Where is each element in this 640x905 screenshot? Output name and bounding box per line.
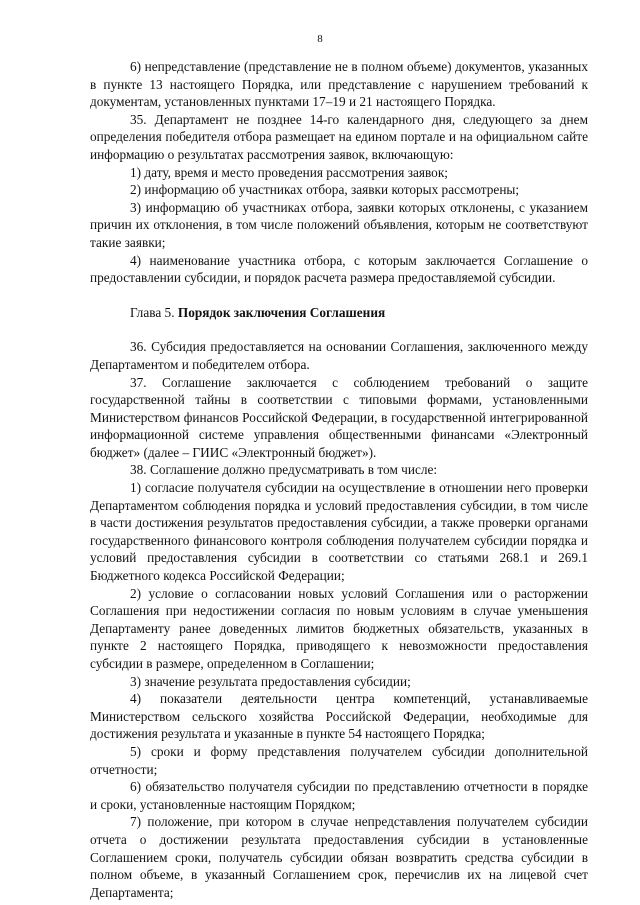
paragraph-38-item-4: 4) показатели деятельности центра компетенций, устанавливаемые Министерством сельского хозяйства Российской Федерации, необходимые для достижения результата и указанные в пункте 54 настоящего Порядка; bbox=[90, 691, 588, 742]
chapter-prefix: Глава 5. bbox=[130, 304, 178, 320]
paragraph-38: 38. Соглашение должно предусматривать в том числе: bbox=[130, 462, 438, 478]
paragraph-item-6: 6) непредставление (представление не в полном объеме) документов, указанных в пункте 13 настоящего Порядка, или представление с нарушением требований к документам, установленных пунктами 17–19 и 21 настоящего Порядка. bbox=[90, 59, 588, 110]
paragraph-38-item-1: 1) согласие получателя субсидии на осуществление в отношении него проверки Департаментом соблюдения порядка и условий предоставления субсидии, в том числе в части достижения результатов предоставления субсидии, а также проверки органами государственного финансового контроля соблюдения получателем субсидии порядка и условий предоставления субсидии в соответствии со статьями 268.1 и 269.1 Бюджетного кодекса Российской Федерации; bbox=[90, 480, 588, 584]
paragraph-36: 36. Субсидия предоставляется на основании Соглашения, заключенного между Департаментом и победителем отбора. bbox=[90, 339, 588, 372]
paragraph-38-item-3: 3) значение результата предоставления субсидии; bbox=[130, 673, 411, 689]
paragraph-37: 37. Соглашение заключается с соблюдением требований о защите государственной тайны в соответствии с типовыми формами, установленными Министерством финансов Российской Федерации, в государственной интегрированной информационной системе управления общественными финансами «Электронный бюджет» (далее – ГИИС «Электронный бюджет»). bbox=[90, 374, 588, 460]
paragraph-38-item-6: 6) обязательство получателя субсидии по представлению отчетности в порядке и сроки, установленные настоящим Порядком; bbox=[90, 779, 588, 812]
paragraph-35-item-2: 2) информацию об участниках отбора, заявки которых рассмотрены; bbox=[130, 182, 520, 198]
chapter-heading bbox=[90, 304, 588, 322]
paragraph-35-item-1: 1) дату, время и место проведения рассмотрения заявок; bbox=[130, 164, 448, 180]
paragraph-35-item-3: 3) информацию об участниках отбора, заявки которых отклонены, с указанием причин их отклонения, в том числе положений объявления, которым не соответствуют такие заявки; bbox=[90, 199, 588, 250]
paragraph-35-item-4: 4) наименование участника отбора, с которым заключается Соглашение о предоставлении субсидии, и порядок расчета размера предоставляемой субсидии. bbox=[90, 252, 588, 286]
page-content bbox=[90, 58, 588, 901]
paragraph-38-item-7: 7) положение, при котором в случае непредставления получателем субсидии отчета о достижении результата предоставления субсидии в установленные Соглашением сроки, получатель субсидии обязан возвратить средства субсидии в полном объеме, в указанный Соглашением срок, перечислив их на лицевой счет Департамента; bbox=[90, 814, 588, 900]
page-number: 8 bbox=[317, 33, 323, 45]
paragraph-35: 35. Департамент не позднее 14-го календарного дня, следующего за днем определения победителя отбора размещает на едином портале и на официальном сайте информацию о результатах рассмотрения заявок, включающую: bbox=[90, 111, 588, 162]
paragraph-38-item-2: 2) условие о согласовании новых условий Соглашения или о расторжении Соглашения при недостижении согласия по новым условиям в случае уменьшения Департаменту ранее доведенных лимитов бюджетных обязательств, указанных в пункте 2 настоящего Порядка, приводящего к невозможности предоставления субсидии в размере, определенном в Соглашении; bbox=[90, 585, 588, 671]
chapter-title: Порядок заключения Соглашения bbox=[177, 304, 386, 320]
paragraph-38-item-5: 5) сроки и форму представления получателем субсидии дополнительной отчетности; bbox=[90, 743, 588, 777]
